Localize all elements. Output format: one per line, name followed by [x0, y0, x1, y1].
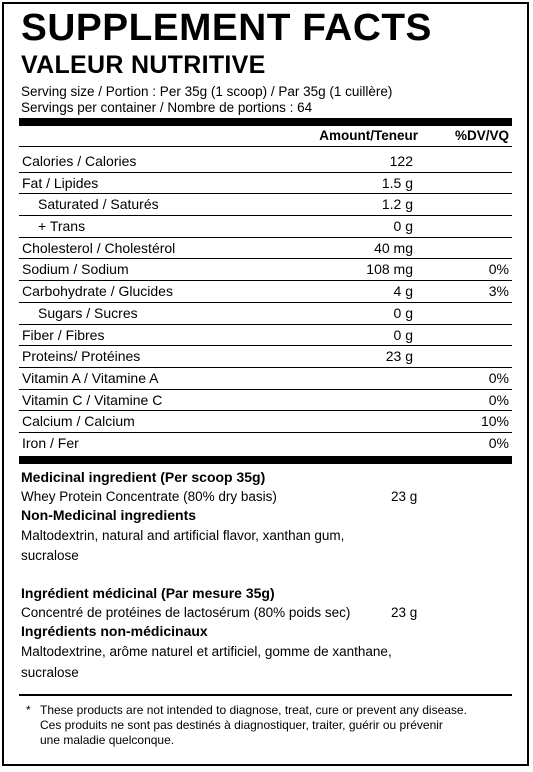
footnote-star: * — [26, 703, 31, 717]
nutrient-dv: 0% — [488, 369, 509, 386]
nutrient-name: Fat / Lipides — [22, 174, 99, 191]
non-medicinal-list-cont: sucralose — [21, 548, 79, 563]
ingredients-french — [21, 584, 491, 682]
thick-divider — [19, 118, 512, 126]
nutrient-amount: 1.2 g — [381, 196, 413, 213]
nutrient-row — [19, 325, 512, 347]
nutrient-dv: 3% — [488, 283, 509, 300]
nutrient-row — [19, 238, 512, 260]
nutrient-name: Sodium / Sodium — [22, 261, 129, 278]
nutrient-row — [19, 151, 512, 173]
medicinal-heading-fr: Ingrédient médicinal (Par mesure 35g) — [21, 585, 275, 601]
servings-per-container: Servings per container / Nombre de portions : 64 — [21, 100, 313, 115]
footnote-french-1: Ces produits ne sont pas destinés à diagnostiquer, traiter, guérir ou prévenir — [40, 718, 443, 732]
nutrient-row — [19, 368, 512, 390]
nutrient-name: Saturated / Saturés — [38, 196, 159, 213]
nutrient-amount: 23 g — [385, 348, 413, 365]
amount-header: Amount/Teneur — [319, 128, 418, 143]
non-medicinal-heading: Non-Medicinal ingredients — [21, 507, 197, 523]
nutrient-amount: 40 mg — [374, 239, 413, 256]
footnote-french-2: une maladie quelconque. — [40, 733, 175, 747]
nutrient-name: + Trans — [38, 218, 86, 235]
nutrient-row — [19, 433, 512, 455]
nutrient-row — [19, 281, 512, 303]
medicinal-amount: 23 g — [391, 489, 418, 504]
non-medicinal-heading-fr: Ingrédients non-médicinaux — [21, 623, 208, 639]
nutrient-row — [19, 194, 512, 216]
nutrient-name: Vitamin A / Vitamine A — [22, 369, 159, 386]
medicinal-amount-fr: 23 g — [391, 605, 418, 620]
medicinal-item: Whey Protein Concentrate (80% dry basis) — [21, 489, 277, 504]
title-french: VALEUR NUTRITIVE — [21, 51, 266, 79]
nutrient-dv: 0% — [488, 434, 509, 451]
nutrient-amount: 0 g — [393, 326, 413, 343]
nutrient-name: Calories / Calories — [22, 153, 137, 169]
supplement-facts-label — [2, 2, 529, 766]
nutrient-row — [19, 411, 512, 433]
footnote — [28, 703, 508, 748]
nutrient-name: Vitamin C / Vitamine C — [22, 391, 163, 408]
non-medicinal-list-fr: Maltodextrine, arôme naturel et artificiel, gomme de xanthane, — [21, 644, 392, 659]
nutrient-name: Iron / Fer — [22, 434, 79, 451]
nutrient-row — [19, 216, 512, 238]
nutrient-amount: 108 mg — [366, 261, 413, 278]
thick-divider — [19, 456, 512, 464]
non-medicinal-list-fr-cont: sucralose — [21, 665, 79, 680]
nutrient-amount: 0 g — [393, 218, 413, 235]
nutrient-name: Carbohydrate / Glucides — [22, 283, 173, 300]
nutrient-dv: 10% — [480, 413, 509, 430]
nutrient-amount: 0 g — [393, 304, 413, 321]
nutrient-name: Proteins/ Protéines — [22, 348, 141, 365]
nutrient-amount: 1.5 g — [381, 174, 413, 191]
nutrient-name: Sugars / Sucres — [38, 304, 138, 321]
footnote-english: These products are not intended to diagnose, treat, cure or prevent any disease. — [40, 703, 467, 717]
nutrient-table — [19, 151, 512, 455]
nutrient-name: Fiber / Fibres — [22, 326, 105, 343]
nutrient-name: Cholesterol / Cholestérol — [22, 239, 176, 256]
nutrient-row — [19, 346, 512, 368]
nutrient-amount: 122 — [389, 153, 413, 169]
title-english: SUPPLEMENT FACTS — [21, 7, 432, 49]
nutrient-amount: 4 g — [393, 283, 413, 300]
medicinal-item-fr: Concentré de protéines de lactosérum (80% poids sec) — [21, 605, 351, 620]
dv-header: %DV/VQ — [454, 128, 509, 143]
ingredients-english — [21, 468, 491, 564]
nutrient-row — [19, 259, 512, 281]
nutrient-dv: 0% — [488, 261, 509, 278]
thin-divider — [19, 694, 512, 696]
non-medicinal-list: Maltodextrin, natural and artificial flavor, xanthan gum, — [21, 528, 345, 543]
nutrient-dv: 0% — [488, 391, 509, 408]
medicinal-heading: Medicinal ingredient (Per scoop 35g) — [21, 469, 266, 485]
nutrient-row — [19, 173, 512, 195]
nutrient-row — [19, 303, 512, 325]
column-header — [19, 126, 512, 147]
serving-size: Serving size / Portion : Per 35g (1 scoop) / Par 35g (1 cuillère) — [21, 84, 393, 99]
nutrient-row — [19, 390, 512, 412]
nutrient-name: Calcium / Calcium — [22, 413, 135, 430]
